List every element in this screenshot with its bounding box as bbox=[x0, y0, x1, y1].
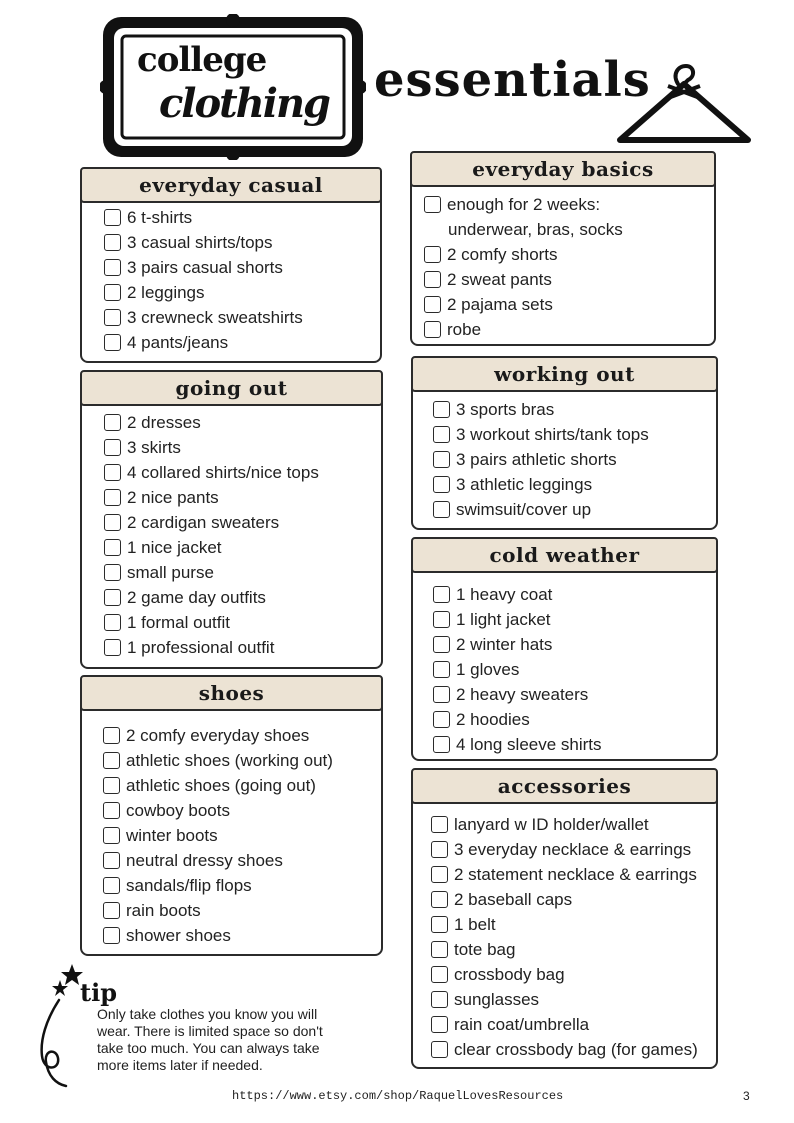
item-label: cowboy boots bbox=[126, 800, 230, 820]
item-label: athletic shoes (working out) bbox=[126, 750, 333, 770]
checklist-item[interactable] bbox=[424, 292, 716, 317]
checkbox-icon[interactable] bbox=[433, 586, 450, 603]
checkbox-icon[interactable] bbox=[424, 246, 441, 263]
title-word-clothing: clothing bbox=[158, 80, 329, 127]
checklist-item[interactable] bbox=[431, 962, 718, 987]
checklist-item[interactable] bbox=[424, 192, 716, 217]
checklist-item[interactable] bbox=[433, 657, 718, 682]
item-label: athletic shoes (going out) bbox=[126, 775, 316, 795]
checklist-item[interactable] bbox=[433, 447, 718, 472]
section-title: accessories bbox=[411, 768, 718, 804]
checklist-item[interactable] bbox=[431, 987, 718, 1012]
checkbox-icon[interactable] bbox=[431, 941, 448, 958]
checklist-item[interactable] bbox=[431, 812, 718, 837]
item-label: tote bag bbox=[454, 939, 516, 959]
checkbox-icon[interactable] bbox=[431, 1016, 448, 1033]
checkbox-icon[interactable] bbox=[104, 209, 121, 226]
checkbox-icon[interactable] bbox=[103, 852, 120, 869]
checklist-item[interactable] bbox=[431, 1037, 718, 1062]
checkbox-icon[interactable] bbox=[433, 736, 450, 753]
checklist-item[interactable] bbox=[104, 230, 382, 255]
checkbox-icon[interactable] bbox=[433, 401, 450, 418]
item-label: 3 pairs athletic shorts bbox=[456, 449, 617, 469]
checkbox-icon[interactable] bbox=[103, 802, 120, 819]
section-accessories bbox=[411, 768, 718, 1069]
checklist-item[interactable] bbox=[104, 410, 383, 435]
checklist-item[interactable] bbox=[431, 837, 718, 862]
section-title: shoes bbox=[80, 675, 383, 711]
item-label: 1 gloves bbox=[456, 659, 520, 679]
checkbox-icon[interactable] bbox=[424, 296, 441, 313]
checklist-item[interactable] bbox=[431, 862, 718, 887]
checklist-item[interactable] bbox=[104, 330, 382, 355]
item-label: rain coat/umbrella bbox=[454, 1014, 590, 1034]
checkbox-icon[interactable] bbox=[104, 464, 121, 481]
item-label: 3 skirts bbox=[127, 437, 181, 457]
section-going-out bbox=[80, 370, 383, 669]
item-label: sandals/flip flops bbox=[126, 875, 252, 895]
checklist-item[interactable] bbox=[104, 585, 383, 610]
checklist-item[interactable] bbox=[103, 823, 383, 848]
item-label: 2 nice pants bbox=[127, 487, 219, 507]
checkbox-icon[interactable] bbox=[431, 866, 448, 883]
item-label: enough for 2 weeks: bbox=[447, 194, 601, 214]
checklist-item[interactable] bbox=[104, 305, 382, 330]
item-label: 3 workout shirts/tank tops bbox=[456, 424, 649, 444]
checklist-item[interactable] bbox=[433, 607, 718, 632]
checklist-item[interactable] bbox=[104, 255, 382, 280]
checklist-item[interactable] bbox=[424, 317, 716, 342]
checkbox-icon[interactable] bbox=[104, 439, 121, 456]
checkbox-icon[interactable] bbox=[104, 639, 121, 656]
checkbox-icon[interactable] bbox=[433, 476, 450, 493]
checklist-item[interactable] bbox=[431, 937, 718, 962]
checklist-item[interactable] bbox=[103, 723, 383, 748]
checklist-item[interactable] bbox=[104, 205, 382, 230]
section-working-out bbox=[411, 356, 718, 530]
item-label: 2 comfy shorts bbox=[447, 244, 558, 264]
title-word-college: college bbox=[137, 40, 267, 80]
title-word-essentials: essentials bbox=[374, 52, 651, 108]
title-box bbox=[131, 36, 333, 140]
checkbox-icon[interactable] bbox=[431, 991, 448, 1008]
section-title: cold weather bbox=[411, 537, 718, 573]
checkbox-icon[interactable] bbox=[104, 564, 121, 581]
checklist-item[interactable] bbox=[104, 535, 383, 560]
checkbox-icon[interactable] bbox=[104, 309, 121, 326]
item-label: 1 nice jacket bbox=[127, 537, 222, 557]
checkbox-icon[interactable] bbox=[433, 426, 450, 443]
checkbox-icon[interactable] bbox=[433, 636, 450, 653]
item-label: neutral dressy shoes bbox=[126, 850, 283, 870]
item-label: underwear, bras, socks bbox=[448, 219, 623, 239]
item-label: 2 winter hats bbox=[456, 634, 553, 654]
section-title: everyday basics bbox=[410, 151, 716, 187]
checkbox-icon[interactable] bbox=[431, 841, 448, 858]
checkbox-icon[interactable] bbox=[104, 489, 121, 506]
checklist-item[interactable] bbox=[103, 748, 383, 773]
checkbox-icon[interactable] bbox=[103, 902, 120, 919]
checklist-item[interactable] bbox=[104, 560, 383, 585]
checklist-item[interactable] bbox=[433, 472, 718, 497]
checklist-item[interactable] bbox=[103, 873, 383, 898]
checklist-item-continuation bbox=[424, 217, 716, 242]
item-label: 3 pairs casual shorts bbox=[127, 257, 283, 277]
checkbox-icon[interactable] bbox=[433, 686, 450, 703]
item-label: 2 game day outfits bbox=[127, 587, 266, 607]
checklist-item[interactable] bbox=[104, 510, 383, 535]
checkbox-icon[interactable] bbox=[431, 891, 448, 908]
item-label: 3 sports bras bbox=[456, 399, 555, 419]
tip-line: take too much. You can always take bbox=[97, 1040, 320, 1056]
item-label: 2 statement necklace & earrings bbox=[454, 864, 697, 884]
item-label: 2 leggings bbox=[127, 282, 205, 302]
checklist-item[interactable] bbox=[433, 632, 718, 657]
section-title: working out bbox=[411, 356, 718, 392]
checkbox-icon[interactable] bbox=[103, 877, 120, 894]
checklist-item[interactable] bbox=[433, 682, 718, 707]
checkbox-icon[interactable] bbox=[103, 727, 120, 744]
footer-url[interactable]: https://www.etsy.com/shop/RaquelLovesResources bbox=[232, 1089, 564, 1103]
checkbox-icon[interactable] bbox=[103, 827, 120, 844]
checklist-item[interactable] bbox=[431, 912, 718, 937]
checklist-item[interactable] bbox=[103, 773, 383, 798]
checkbox-icon[interactable] bbox=[104, 539, 121, 556]
item-label: 1 formal outfit bbox=[127, 612, 230, 632]
item-label: 2 pajama sets bbox=[447, 294, 553, 314]
checklist-item[interactable] bbox=[433, 422, 718, 447]
item-label: clear crossbody bag (for games) bbox=[454, 1039, 698, 1059]
item-label: 4 collared shirts/nice tops bbox=[127, 462, 319, 482]
section-title: everyday casual bbox=[80, 167, 382, 203]
tip-text bbox=[97, 1006, 377, 1074]
checkbox-icon[interactable] bbox=[431, 966, 448, 983]
checklist-item[interactable] bbox=[104, 485, 383, 510]
checkbox-icon[interactable] bbox=[104, 259, 121, 276]
item-label: 1 light jacket bbox=[456, 609, 551, 629]
checklist-item[interactable] bbox=[431, 887, 718, 912]
checklist-item[interactable] bbox=[104, 610, 383, 635]
item-label: 3 casual shirts/tops bbox=[127, 232, 273, 252]
tip-line: wear. There is limited space so don't bbox=[97, 1023, 323, 1039]
item-label: 3 crewneck sweatshirts bbox=[127, 307, 303, 327]
checklist-item[interactable] bbox=[433, 582, 718, 607]
page-number: 3 bbox=[743, 1089, 750, 1103]
checklist-item[interactable] bbox=[431, 1012, 718, 1037]
item-label: 2 heavy sweaters bbox=[456, 684, 589, 704]
checklist-item[interactable] bbox=[103, 923, 383, 948]
section-shoes bbox=[80, 675, 383, 956]
checkbox-icon[interactable] bbox=[433, 501, 450, 518]
item-label: small purse bbox=[127, 562, 214, 582]
checklist-item[interactable] bbox=[424, 242, 716, 267]
item-label: 6 t-shirts bbox=[127, 207, 193, 227]
checklist-item[interactable] bbox=[104, 460, 383, 485]
item-label: winter boots bbox=[126, 825, 218, 845]
checkbox-icon[interactable] bbox=[424, 271, 441, 288]
checklist-item[interactable] bbox=[103, 848, 383, 873]
checkbox-icon[interactable] bbox=[431, 1041, 448, 1058]
checkbox-icon[interactable] bbox=[103, 752, 120, 769]
item-label: 2 sweat pants bbox=[447, 269, 552, 289]
checkbox-icon[interactable] bbox=[104, 234, 121, 251]
checklist-item[interactable] bbox=[433, 397, 718, 422]
checkbox-icon[interactable] bbox=[104, 514, 121, 531]
checklist-item[interactable] bbox=[103, 798, 383, 823]
checklist-item[interactable] bbox=[103, 898, 383, 923]
checkbox-icon[interactable] bbox=[104, 284, 121, 301]
item-label: 1 professional outfit bbox=[127, 637, 275, 657]
item-label: crossbody bag bbox=[454, 964, 565, 984]
checklist-item[interactable] bbox=[104, 280, 382, 305]
checkbox-icon[interactable] bbox=[104, 414, 121, 431]
item-label: shower shoes bbox=[126, 925, 231, 945]
item-label: 1 heavy coat bbox=[456, 584, 553, 604]
checkbox-icon[interactable] bbox=[431, 816, 448, 833]
checkbox-icon[interactable] bbox=[424, 196, 441, 213]
checkbox-icon[interactable] bbox=[104, 589, 121, 606]
item-label: 2 comfy everyday shoes bbox=[126, 725, 310, 745]
item-label: 4 pants/jeans bbox=[127, 332, 229, 352]
item-label: 2 hoodies bbox=[456, 709, 530, 729]
item-label: 3 everyday necklace & earrings bbox=[454, 839, 692, 859]
section-cold-weather bbox=[411, 537, 718, 761]
checkbox-icon[interactable] bbox=[431, 916, 448, 933]
item-label: robe bbox=[447, 319, 482, 339]
item-label: 1 belt bbox=[454, 914, 496, 934]
checkbox-icon[interactable] bbox=[103, 777, 120, 794]
item-label: sunglasses bbox=[454, 989, 540, 1009]
checkbox-icon[interactable] bbox=[103, 927, 120, 944]
checkbox-icon[interactable] bbox=[104, 614, 121, 631]
checkbox-icon[interactable] bbox=[433, 661, 450, 678]
tip-title: tip bbox=[80, 978, 117, 1007]
item-label: 4 long sleeve shirts bbox=[456, 734, 602, 754]
item-label: 3 athletic leggings bbox=[456, 474, 593, 494]
checkbox-icon[interactable] bbox=[433, 611, 450, 628]
item-label: 2 dresses bbox=[127, 412, 201, 432]
checklist-item[interactable] bbox=[424, 267, 716, 292]
checkbox-icon[interactable] bbox=[104, 334, 121, 351]
checklist-item[interactable] bbox=[104, 435, 383, 460]
item-label: 2 baseball caps bbox=[454, 889, 573, 909]
item-label: lanyard w ID holder/wallet bbox=[454, 814, 649, 834]
checklist-item[interactable] bbox=[433, 732, 718, 757]
section-everyday-casual bbox=[80, 167, 382, 363]
tip-line: Only take clothes you know you will bbox=[97, 1006, 318, 1022]
checklist-item[interactable] bbox=[104, 635, 383, 660]
item-label: swimsuit/cover up bbox=[456, 499, 592, 519]
tip-line: more items later if needed. bbox=[97, 1057, 263, 1073]
checkbox-icon[interactable] bbox=[433, 711, 450, 728]
section-title: going out bbox=[80, 370, 383, 406]
checkbox-icon[interactable] bbox=[424, 321, 441, 338]
checkbox-icon[interactable] bbox=[433, 451, 450, 468]
checklist-item[interactable] bbox=[433, 497, 718, 522]
item-label: rain boots bbox=[126, 900, 201, 920]
checklist-item[interactable] bbox=[433, 707, 718, 732]
item-label: 2 cardigan sweaters bbox=[127, 512, 280, 532]
section-everyday-basics bbox=[410, 151, 716, 346]
clothes-hanger-icon bbox=[616, 60, 752, 144]
